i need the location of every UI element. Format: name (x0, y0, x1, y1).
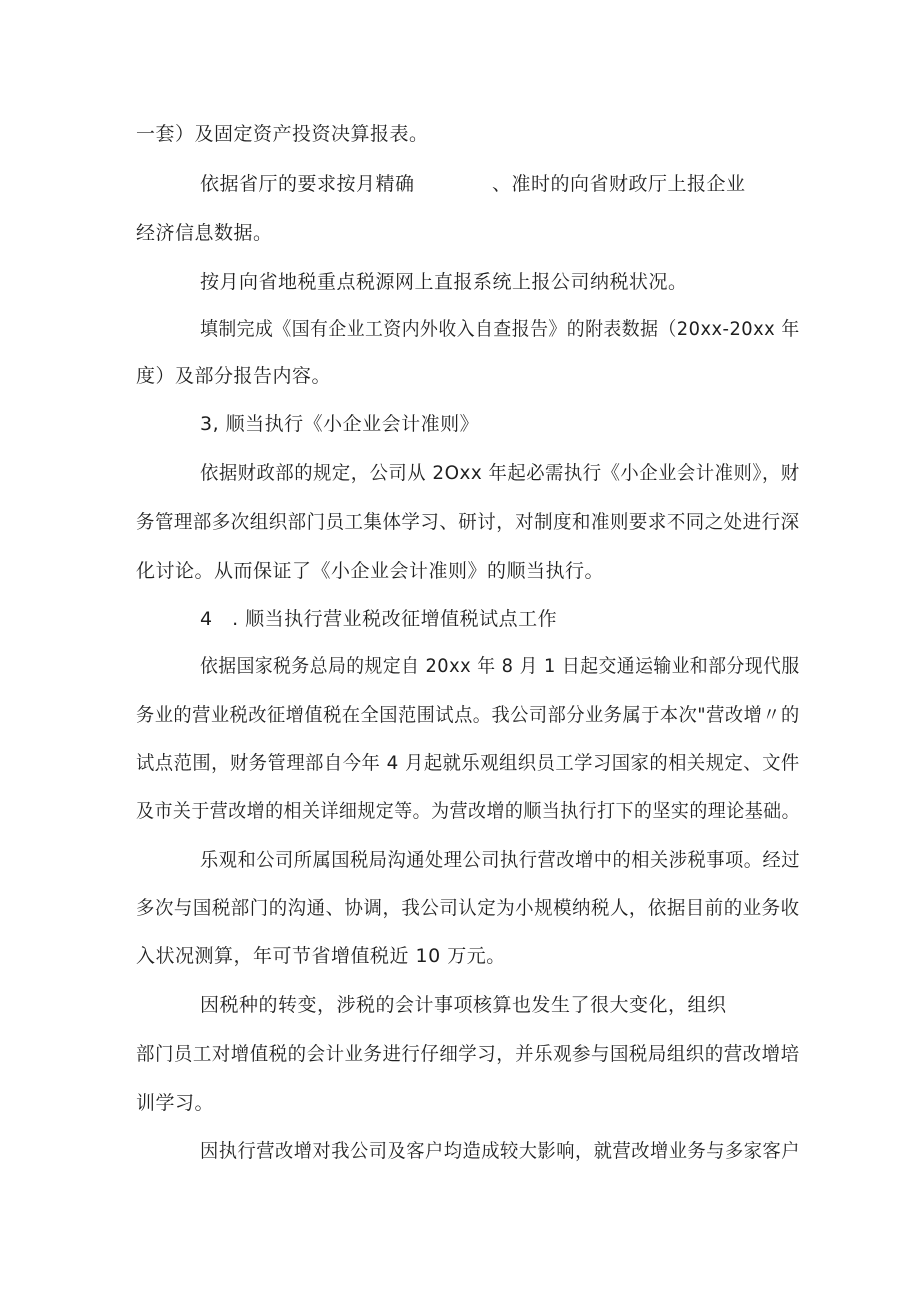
text-line: 经济信息数据。 (136, 222, 273, 244)
text-line: 一套）及固定资产投资决算报表。 (136, 123, 429, 145)
text-line: 试点范围，财务管理部自今年 4 月起就乐观组织员工学习国家的相关规定、文件 (136, 752, 800, 774)
text-line: 化讨论。从而保证了《小企业会计准则》的顺当执行。 (136, 560, 605, 582)
text-line: 因执行营改增对我公司及客户均造成较大影响，就营改增业务与多家客户 (200, 1140, 800, 1162)
text-line: 填制完成《国有企业工资内外收入自查报告》的附表数据（20xx-20xx 年 (200, 318, 800, 340)
text-line: 部门员工对增值税的会计业务进行仔细学习，并乐观参与国税局组织的营改增培 (136, 1043, 800, 1065)
text-line: 务管理部多次组织部门员工集体学习、研讨，对制度和准则要求不同之处进行深 (136, 511, 800, 533)
section-heading: 4 . 顺当执行营业税改征增值税试点工作 (200, 608, 558, 630)
text-line: 依据省厅的要求按月精确 (200, 173, 415, 195)
text-line: 多次与国税部门的沟通、协调，我公司认定为小规模纳税人，依据目前的业务收 (136, 897, 800, 919)
text-line: 因税种的转变，涉税的会计事项核算也发生了很大变化，组织 (200, 994, 727, 1016)
text-line: 乐观和公司所属国税局沟通处理公司执行营改增中的相关涉税事项。经过 (200, 849, 800, 871)
text-line: 入状况测算，年可节省增值税近 10 万元。 (136, 945, 506, 967)
text-line: 及市关于营改增的相关详细规定等。为营改增的顺当执行打下的坚实的理论基础。 (136, 800, 801, 822)
text-line: 、准时的向省财政厅上报企业 (492, 173, 746, 195)
text-line: 度）及部分报告内容。 (136, 365, 332, 387)
text-line: 训学习。 (136, 1092, 215, 1114)
text-line: 按月向省地税重点税源网上直报系统上报公司纳税状况。 (200, 271, 688, 293)
text-line: 务业的营业税改征增值税在全国范围试点。我公司部分业务属于本次"营改增〃的 (136, 704, 800, 726)
text-line: 依据财政部的规定，公司从 2Oxx 年起必需执行《小企业会计准则》，财 (200, 462, 800, 484)
text-line: 依据国家税务总局的规定自 20xx 年 8 月 1 日起交通运输业和部分现代服 (200, 655, 800, 677)
section-heading: 3, 顺当执行《小企业会计准则》 (200, 413, 480, 435)
